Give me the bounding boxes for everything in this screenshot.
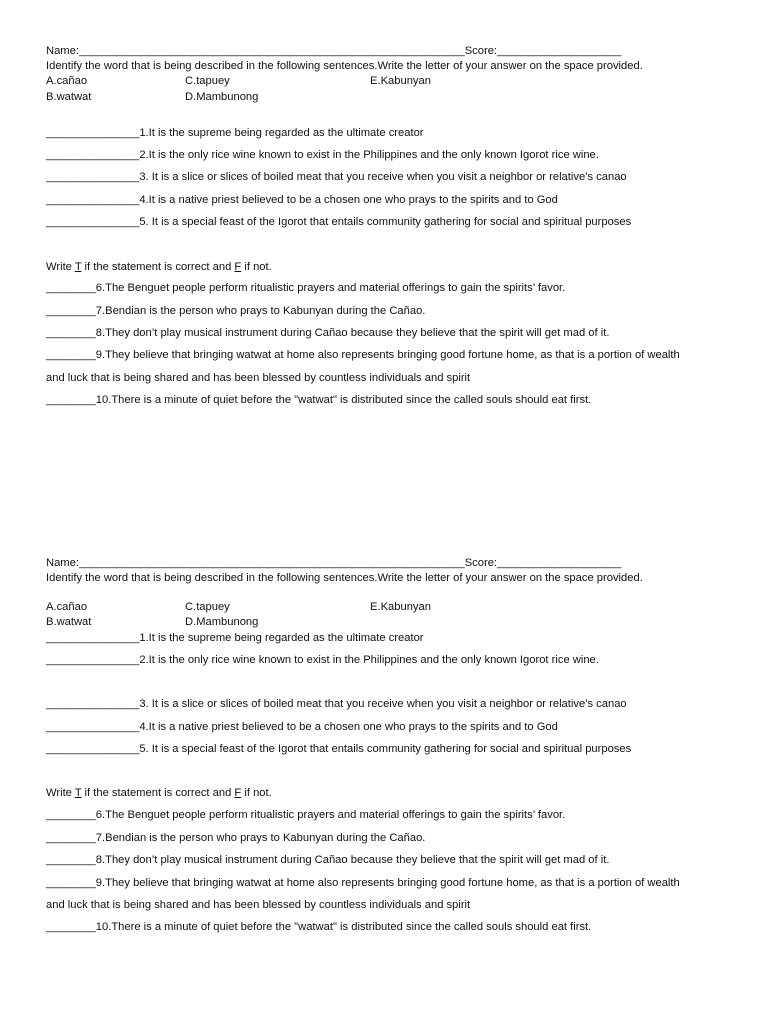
question-4: _______________4.It is a native priest believed to be a chosen one who prays to the spirits and to God (46, 721, 558, 733)
question-2: _______________2.It is the only rice wine known to exist in the Philippines and the only known Igorot rice wine. (46, 654, 599, 666)
choice-e: E.Kabunyan (370, 75, 431, 87)
question-5: _______________5. It is a special feast of the Igorot that entails community gathering for social and spiritual purposes (46, 743, 632, 755)
question-9: ________9.They believe that bringing watwat at home also represents bringing good fortune home, as that is a portion of wealth (46, 877, 680, 889)
question-10: ________10.There is a minute of quiet before the "watwat" is distributed since the called souls should eat first. (46, 921, 592, 933)
choice-c: C.tapuey (185, 601, 230, 613)
question-8: ________8.They don’t play musical instrument during Cañao because they believe that the spirit will get mad of it. (46, 327, 610, 339)
true-false-instruction: Write T if the statement is correct and F if not. (46, 261, 272, 273)
choice-b: B.watwat (46, 91, 92, 103)
choice-c: C.tapuey (185, 75, 230, 87)
question-1: _______________1.It is the supreme being regarded as the ultimate creator (46, 127, 424, 139)
question-9-continued: and luck that is being shared and has been blessed by countless individuals and spirit (46, 899, 471, 911)
choice-b: B.watwat (46, 616, 92, 628)
choice-a: A.cañao (46, 601, 88, 613)
name-score-line: Name:______________________________________________________________Score:____________________ (46, 45, 622, 57)
instructions: Identify the word that is being described in the following sentences.Write the letter of your answer on the space provided. (46, 572, 643, 584)
choice-d: D.Mambunong (185, 616, 259, 628)
question-3: _______________3. It is a slice or slices of boiled meat that you receive when you visit a neighbor or relative’s canao (46, 171, 627, 183)
true-false-instruction: Write T if the statement is correct and F if not. (46, 787, 272, 799)
question-8: ________8.They don’t play musical instrument during Cañao because they believe that the spirit will get mad of it. (46, 854, 610, 866)
instructions: Identify the word that is being described in the following sentences.Write the letter of your answer on the space provided. (46, 60, 643, 72)
question-3: _______________3. It is a slice or slices of boiled meat that you receive when you visit a neighbor or relative’s canao (46, 698, 627, 710)
question-6: ________6.The Benguet people perform ritualistic prayers and material offerings to gain the spirits’ favor. (46, 282, 566, 294)
question-10: ________10.There is a minute of quiet before the "watwat" is distributed since the called souls should eat first. (46, 394, 592, 406)
question-6: ________6.The Benguet people perform ritualistic prayers and material offerings to gain the spirits’ favor. (46, 809, 566, 821)
question-4: _______________4.It is a native priest believed to be a chosen one who prays to the spirits and to God (46, 194, 558, 206)
choice-d: D.Mambunong (185, 91, 259, 103)
question-9-continued: and luck that is being shared and has been blessed by countless individuals and spirit (46, 372, 471, 384)
question-5: _______________5. It is a special feast of the Igorot that entails community gathering for social and spiritual purposes (46, 216, 632, 228)
question-7: ________7.Bendian is the person who prays to Kabunyan during the Cañao. (46, 832, 426, 844)
question-7: ________7.Bendian is the person who prays to Kabunyan during the Cañao. (46, 305, 426, 317)
question-2: _______________2.It is the only rice wine known to exist in the Philippines and the only known Igorot rice wine. (46, 149, 599, 161)
choice-a: A.cañao (46, 75, 88, 87)
choice-e: E.Kabunyan (370, 601, 431, 613)
name-score-line: Name:______________________________________________________________Score:____________________ (46, 557, 622, 569)
question-1: _______________1.It is the supreme being regarded as the ultimate creator (46, 632, 424, 644)
question-9: ________9.They believe that bringing watwat at home also represents bringing good fortune home, as that is a portion of wealth (46, 349, 680, 361)
